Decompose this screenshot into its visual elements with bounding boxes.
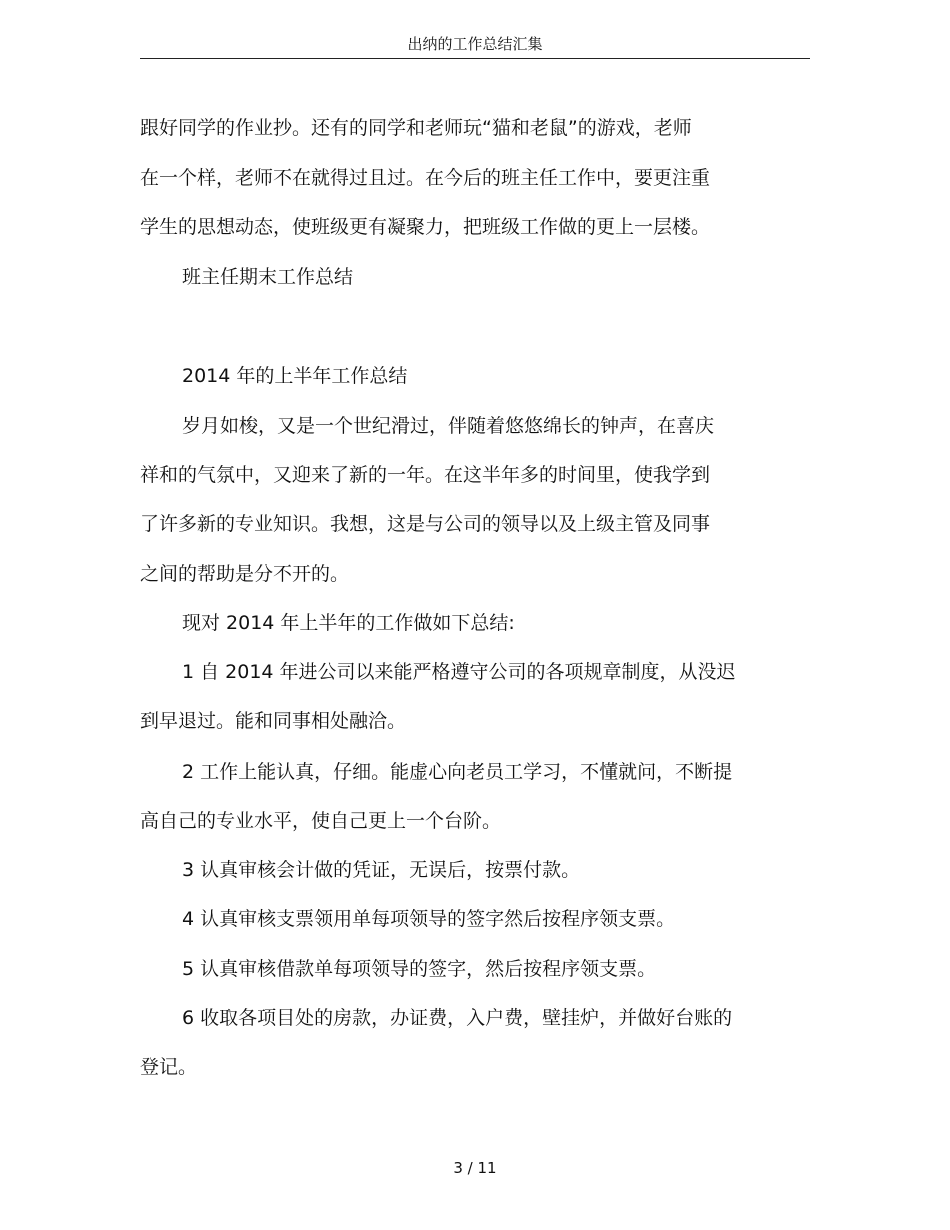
list-item-line: 3 认真审核会计做的凭证，无误后，按票付款。: [182, 859, 581, 881]
header-title: 出纳的工作总结汇集: [407, 35, 543, 53]
list-item-line: 1 自 2014 年进公司以来能严格遵守公司的各项规章制度，从没迟: [182, 661, 736, 683]
paragraph-line: 之间的帮助是分不开的。: [140, 563, 350, 585]
running-header: [140, 34, 810, 59]
paragraph-line: 祥和的气氛中，又迎来了新的一年。在这半年多的时间里，使我学到: [140, 464, 711, 486]
list-item-line: 登记。: [140, 1056, 198, 1078]
list-item-line: 到早退过。能和同事相处融洽。: [140, 710, 407, 732]
body-line: 学生的思想动态，使班级更有凝聚力，把班级工作做的更上一层楼。: [140, 216, 711, 238]
paragraph-line: 了许多新的专业知识。我想，这是与公司的领导以及上级主管及同事: [140, 513, 711, 535]
body-line: 跟好同学的作业抄。还有的同学和老师玩“猫和老鼠”的游戏，老师: [140, 117, 692, 139]
list-item-line: 4 认真审核支票领用单每项领导的签字然后按程序领支票。: [182, 908, 676, 930]
list-item-line: 5 认真审核借款单每项领导的签字，然后按程序领支票。: [182, 958, 657, 980]
section-heading: 班主任期末工作总结: [182, 266, 354, 288]
paragraph-line: 现对 2014 年上半年的工作做如下总结:: [182, 612, 515, 634]
section-subheading: 2014 年的上半年工作总结: [182, 365, 408, 387]
list-item-line: 高自己的专业水平，使自己更上一个台阶。: [140, 810, 502, 832]
body-line: 在一个样，老师不在就得过且过。在今后的班主任工作中，要更注重: [140, 167, 711, 189]
paragraph-line: 岁月如梭，又是一个世纪滑过，伴随着悠悠绵长的钟声，在喜庆: [182, 415, 715, 437]
list-item-line: 6 收取各项目处的房款，办证费，入户费，壁挂炉，并做好台账的: [182, 1007, 733, 1029]
list-item-line: 2 工作上能认真，仔细。能虚心向老员工学习，不懂就问，不断提: [182, 761, 733, 783]
page-footer: [0, 1158, 950, 1178]
page-number: 3 / 11: [453, 1159, 497, 1177]
